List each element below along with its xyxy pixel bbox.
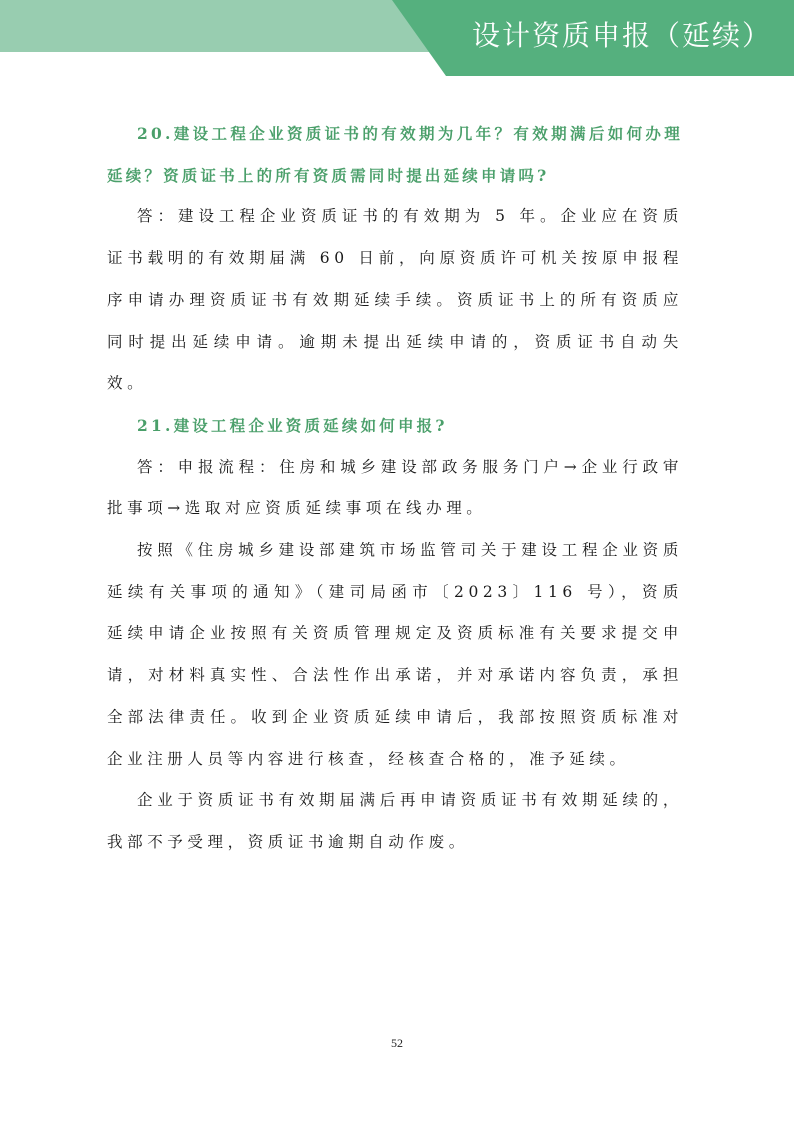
- answer-20: 答：建设工程企业资质证书的有效期为 5 年。企业应在资质证书载明的有效期届满 60 日前，向原资质许可机关按原申报程序申请办理资质证书有效期延续手续。资质证书上的所有资质应同时提出延续申请。逾期未提出延续申请的，资质证书自动失效。: [107, 207, 683, 393]
- answer-21-expiry: 企业于资质证书有效期届满后再申请资质证书有效期延续的，我部不予受理，资质证书逾期自动作废。: [107, 791, 683, 851]
- page-number: 52: [391, 1036, 403, 1050]
- question-20: 20.建设工程企业资质证书的有效期为几年？有效期满后如何办理延续？资质证书上的所有资质需同时提出延续申请吗?: [107, 124, 683, 185]
- page-title: 设计资质申报（延续）: [471, 19, 772, 52]
- answer-21-notice: 按照《住房城乡建设部建筑市场监管司关于建设工程企业资质延续有关事项的通知》（建司局函市〔2023〕116 号），资质延续申请企业按照有关资质管理规定及资质标准有关要求提交申请，对材料真实性、合法性作出承诺，并对承诺内容负责，承担全部法律责任。收到企业资质延续申请后，我部按照资质标准对企业注册人员等内容进行核查，经核查合格的，准予延续。: [107, 541, 683, 768]
- answer-21-process: 答：申报流程：住房和城乡建设部政务服务门户→企业行政审批事项→选取对应资质延续事项在线办理。: [107, 457, 683, 518]
- question-21: 21.建设工程企业资质延续如何申报?: [137, 415, 448, 435]
- document-body: [107, 113, 683, 864]
